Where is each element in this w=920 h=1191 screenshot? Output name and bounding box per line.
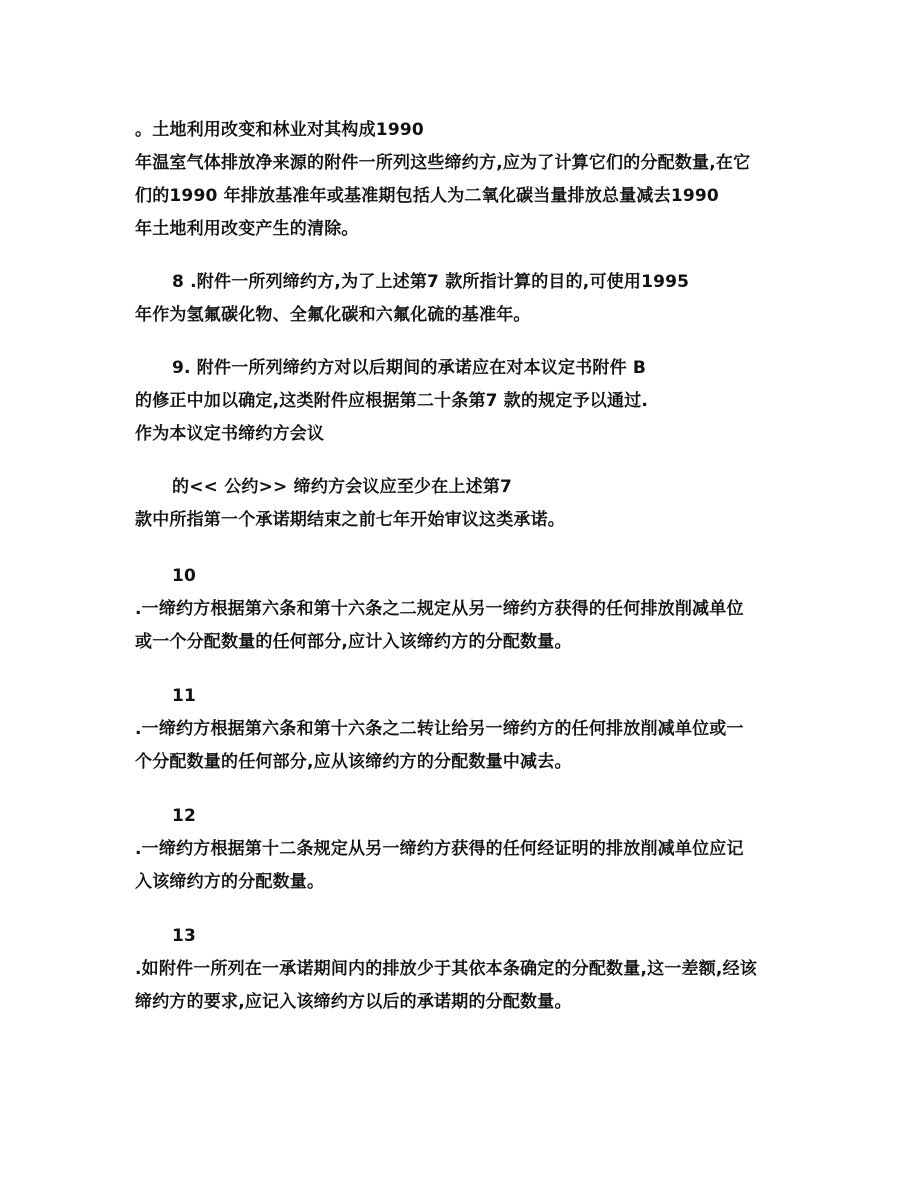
text-line: .一缔约方根据第六条和第十六条之二转让给另一缔约方的任何排放削减单位或一 [135, 719, 744, 739]
text-line: 。土地利用改变和林业对其构成1990 [135, 120, 424, 140]
section-number: 11 [172, 686, 197, 706]
text-line: .如附件一所列在一承诺期间内的排放少于其依本条确定的分配数量,这一差额,经该 [135, 959, 757, 979]
text-line: 年土地利用改变产生的清除。 [135, 219, 359, 239]
text-line: 8 .附件一所列缔约方,为了上述第7 款所指计算的目的,可使用1995 [172, 272, 690, 292]
text-line: 年温室气体排放净来源的附件一所列这些缔约方,应为了计算它们的分配数量,在它 [135, 153, 751, 173]
text-line: 个分配数量的任何部分,应从该缔约方的分配数量中减去。 [135, 752, 572, 772]
section-number: 13 [172, 926, 197, 946]
text-line: 的修正中加以确定,这类附件应根据第二十条第7 款的规定予以通过. [135, 391, 649, 411]
text-line: .一缔约方根据第十二条规定从另一缔约方获得的任何经证明的排放削减单位应记 [135, 839, 744, 859]
text-line: 年作为氢氟碳化物、全氟化碳和六氟化硫的基准年。 [135, 305, 531, 325]
section-number: 12 [172, 806, 197, 826]
text-line: 作为本议定书缔约方会议 [135, 424, 325, 444]
text-line: 入该缔约方的分配数量。 [135, 872, 325, 892]
text-line: 的<< 公约>> 缔约方会议应至少在上述第7 [172, 477, 513, 497]
text-line: 或一个分配数量的任何部分,应计入该缔约方的分配数量。 [135, 632, 572, 652]
text-line: 缔约方的要求,应记入该缔约方以后的承诺期的分配数量。 [135, 992, 572, 1012]
text-line: 款中所指第一个承诺期结束之前七年开始审议这类承诺。 [135, 510, 565, 530]
text-line: .一缔约方根据第六条和第十六条之二规定从另一缔约方获得的任何排放削减单位 [135, 599, 744, 619]
section-number: 10 [172, 566, 197, 586]
text-line: 们的1990 年排放基准年或基准期包括人为二氧化碳当量排放总量减去1990 [135, 186, 719, 206]
text-line: 9. 附件一所列缔约方对以后期间的承诺应在对本议定书附件 B [172, 358, 647, 378]
